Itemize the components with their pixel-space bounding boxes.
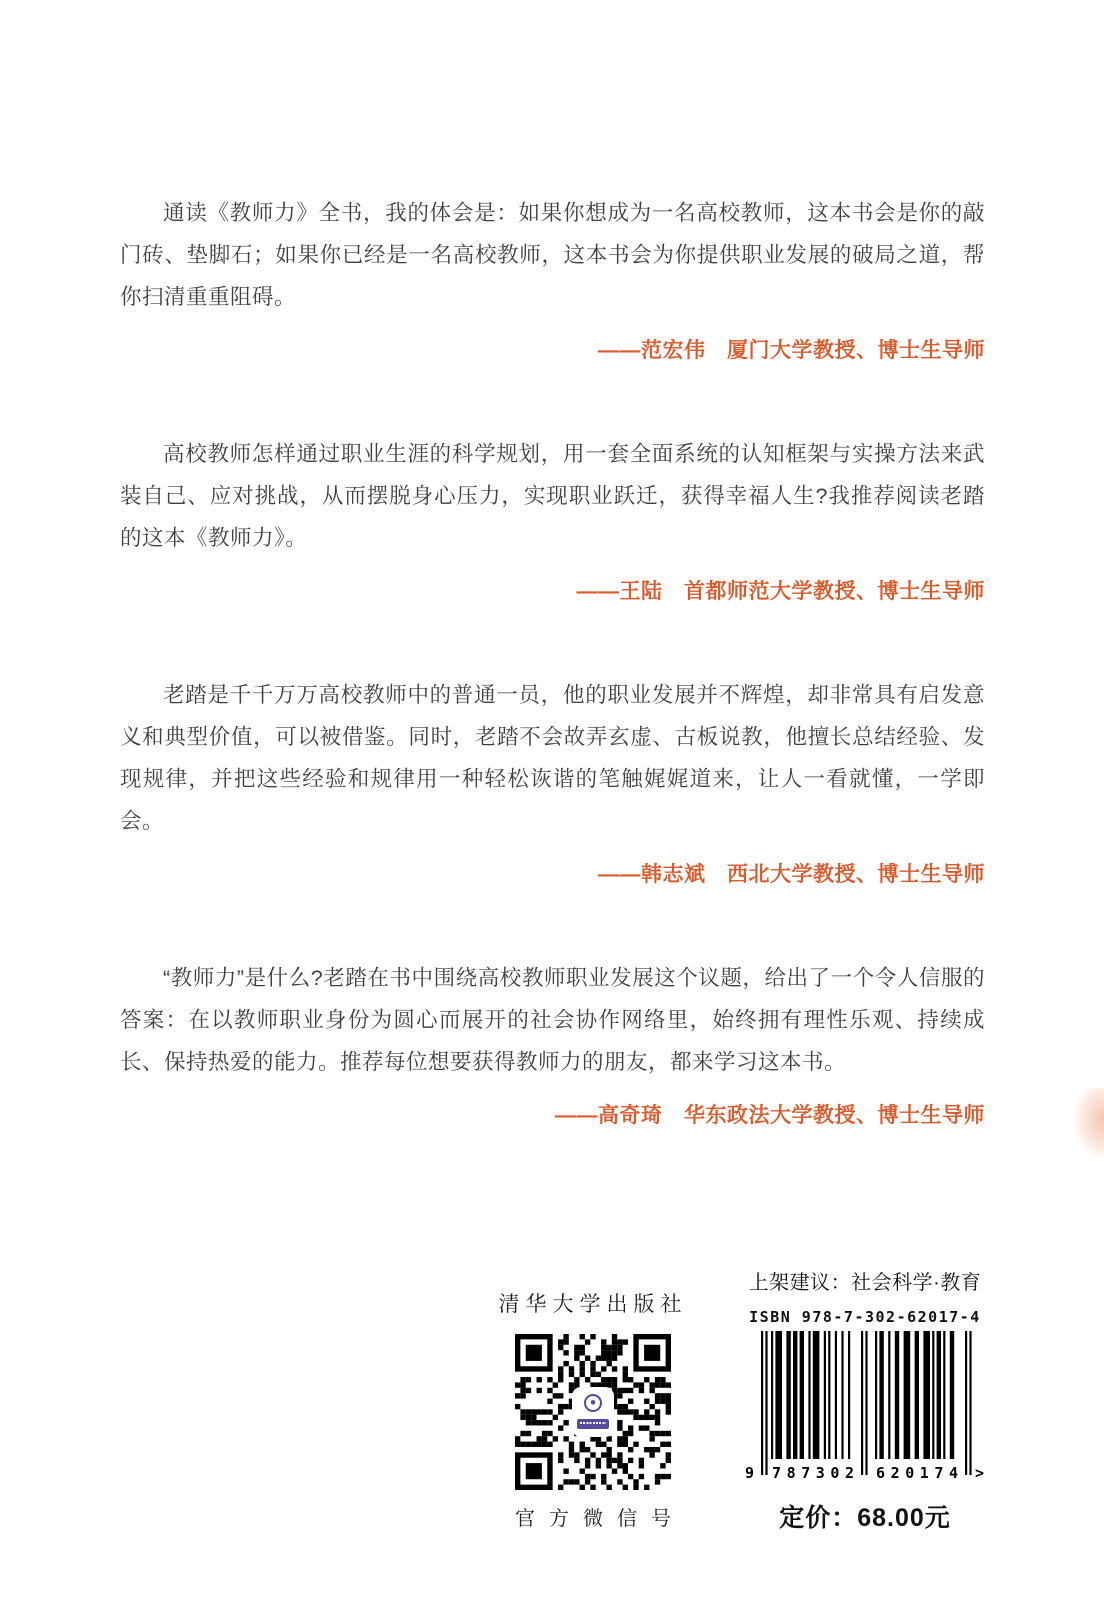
price: 定价：68.00元 — [779, 1504, 951, 1532]
quote-text: “教师力”是什么?老踏在书中围绕高校教师职业发展这个议题，给出了一个令人信服的答案：在以教师职业身份为圆心而展开的社会协作网络里，始终拥有理性乐观、持续成长、保持热爱的能力。推荐每位想要获得教师力的朋友，都来学习这本书。 — [120, 966, 985, 1074]
svg-text:9: 9 — [745, 1464, 755, 1481]
quote-attribution: ——范宏伟 厦门大学教授、博士生导师 — [598, 339, 985, 362]
edge-print-artifact — [1074, 1088, 1104, 1158]
quote-attribution: ——高奇琦 华东政法大学教授、博士生导师 — [555, 1104, 985, 1127]
quote-text: 高校教师怎样通过职业生涯的科学规划，用一套全面系统的认知框架与实操方法来武装自己、应对挑战，从而摆脱身心压力，实现职业跃迁，获得幸福人生?我推荐阅读老踏的这本《教师力》。 — [120, 442, 985, 550]
ean-barcode — [745, 1331, 985, 1481]
quote-block-2 — [120, 433, 985, 613]
isbn-number: ISBN 978-7-302-62017-4 — [749, 1308, 981, 1326]
quote-text: 老踏是千千万万高校教师中的普通一员，他的职业发展并不辉煌，却非常具有启发意义和典型价值，可以被借鉴。同时，老踏不会故弄玄虚、古板说教，他擅长总结经验、发现规律，并把这些经验和规律用一种轻松诙谐的笔触娓娓道来，让人一看就懂，一学即会。 — [120, 683, 985, 833]
quote-text: 通读《教师力》全书，我的体会是：如果你想成为一名高校教师，这本书会是你的敲门砖、垫脚石；如果你已经是一名高校教师，这本书会为你提供职业发展的破局之道，帮你扫清重重阻碍。 — [120, 201, 985, 309]
svg-text:787302: 787302 — [772, 1464, 854, 1481]
endorsement-quotes — [120, 192, 985, 1198]
quote-attribution: ——王陆 首都师范大学教授、博士生导师 — [576, 580, 985, 603]
publisher-name: 清华大学出版社 — [498, 1293, 688, 1316]
publisher-logo — [574, 1389, 612, 1435]
ean-barcode-icon — [745, 1331, 985, 1481]
publisher-block — [498, 1288, 688, 1531]
svg-text:620174: 620174 — [876, 1464, 958, 1481]
shelf-advice: 上架建议：社会科学·教育 — [748, 1272, 982, 1294]
quote-block-1 — [120, 192, 985, 372]
publisher-emblem-icon — [584, 1394, 602, 1412]
publisher-logo-banner — [577, 1419, 609, 1429]
quote-block-4 — [120, 957, 985, 1137]
qr-caption: 官方微信号 — [515, 1508, 685, 1530]
quote-attribution: ——韩志斌 西北大学教授、博士生导师 — [598, 863, 985, 886]
svg-text:>: > — [975, 1464, 985, 1481]
qr-code — [515, 1334, 671, 1490]
retail-block — [745, 1266, 985, 1534]
quote-block-3 — [120, 674, 985, 896]
